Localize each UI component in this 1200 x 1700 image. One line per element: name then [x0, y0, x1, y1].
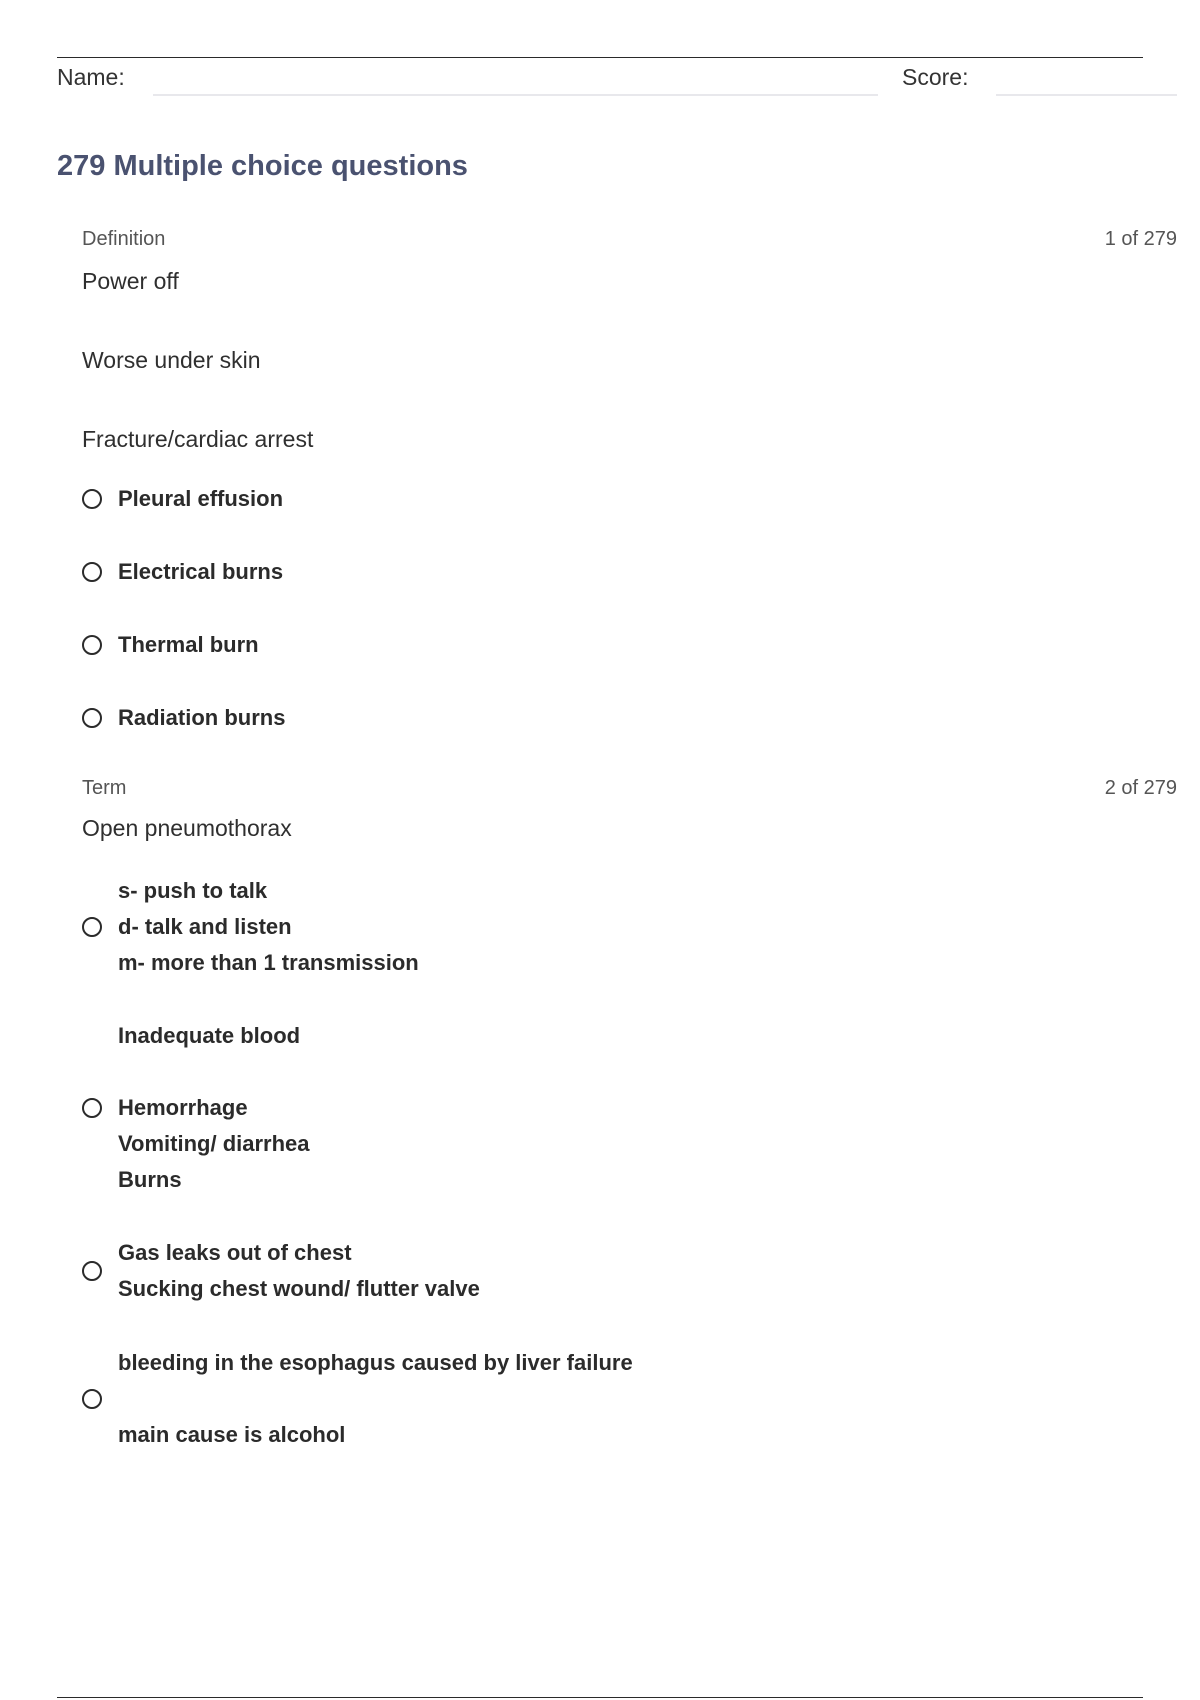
name-field[interactable] — [153, 94, 878, 96]
answer-option[interactable] — [82, 1018, 310, 1198]
option-line: Vomiting/ diarrhea — [118, 1131, 310, 1156]
answer-option[interactable] — [82, 554, 283, 590]
option-label — [118, 1235, 480, 1307]
question-type: Term — [82, 777, 127, 799]
answer-option[interactable] — [82, 873, 419, 981]
answer-option[interactable] — [82, 700, 285, 736]
option-label — [118, 1345, 633, 1453]
prompt-line: Worse under skin — [82, 347, 261, 373]
option-line — [118, 1054, 310, 1090]
option-label — [118, 627, 259, 663]
answer-option[interactable] — [82, 627, 259, 663]
question-counter: 2 of 279 — [1104, 777, 1177, 799]
option-line: s- push to talk — [118, 878, 268, 903]
radio-circle-icon[interactable] — [82, 562, 102, 582]
answer-option[interactable] — [82, 1345, 633, 1453]
option-label — [118, 1018, 310, 1198]
answer-option[interactable] — [82, 1235, 480, 1307]
option-line: Gas leaks out of chest — [118, 1240, 352, 1265]
option-label — [118, 700, 285, 736]
option-line: bleeding in the esophagus caused by liver failure — [118, 1350, 633, 1375]
bottom-rule — [57, 1697, 1143, 1698]
prompt-line: Power off — [82, 268, 179, 294]
option-line: Sucking chest wound/ flutter valve — [118, 1276, 480, 1301]
option-line: Pleural effusion — [118, 486, 284, 511]
option-label — [118, 873, 419, 981]
top-rule — [57, 57, 1143, 58]
option-line: Burns — [118, 1167, 182, 1192]
option-line: m- more than 1 transmission — [118, 950, 419, 975]
question-counter: 1 of 279 — [1104, 228, 1177, 250]
radio-circle-icon[interactable] — [82, 1261, 102, 1281]
option-line: Hemorrhage — [118, 1095, 248, 1120]
radio-circle-icon[interactable] — [82, 1389, 102, 1409]
radio-circle-icon[interactable] — [82, 635, 102, 655]
option-line: d- talk and listen — [118, 914, 292, 939]
radio-circle-icon[interactable] — [82, 917, 102, 937]
option-line: Thermal burn — [118, 632, 259, 657]
radio-circle-icon[interactable] — [82, 489, 102, 509]
option-line — [118, 1381, 633, 1417]
radio-circle-icon[interactable] — [82, 1098, 102, 1118]
option-line: main cause is alcohol — [118, 1422, 346, 1447]
score-field[interactable] — [996, 94, 1177, 96]
answer-option[interactable] — [82, 481, 283, 517]
page-title: 279 Multiple choice questions — [57, 150, 468, 182]
prompt-line: Fracture/cardiac arrest — [82, 426, 314, 452]
score-label: Score: — [902, 64, 969, 90]
option-line: Electrical burns — [118, 559, 284, 584]
option-label — [118, 554, 283, 590]
option-label — [118, 481, 283, 517]
option-line: Inadequate blood — [118, 1023, 301, 1048]
radio-circle-icon[interactable] — [82, 708, 102, 728]
prompt-line: Open pneumothorax — [82, 815, 292, 841]
question-type: Definition — [82, 228, 166, 250]
option-line: Radiation burns — [118, 705, 286, 730]
name-label: Name: — [57, 64, 125, 90]
